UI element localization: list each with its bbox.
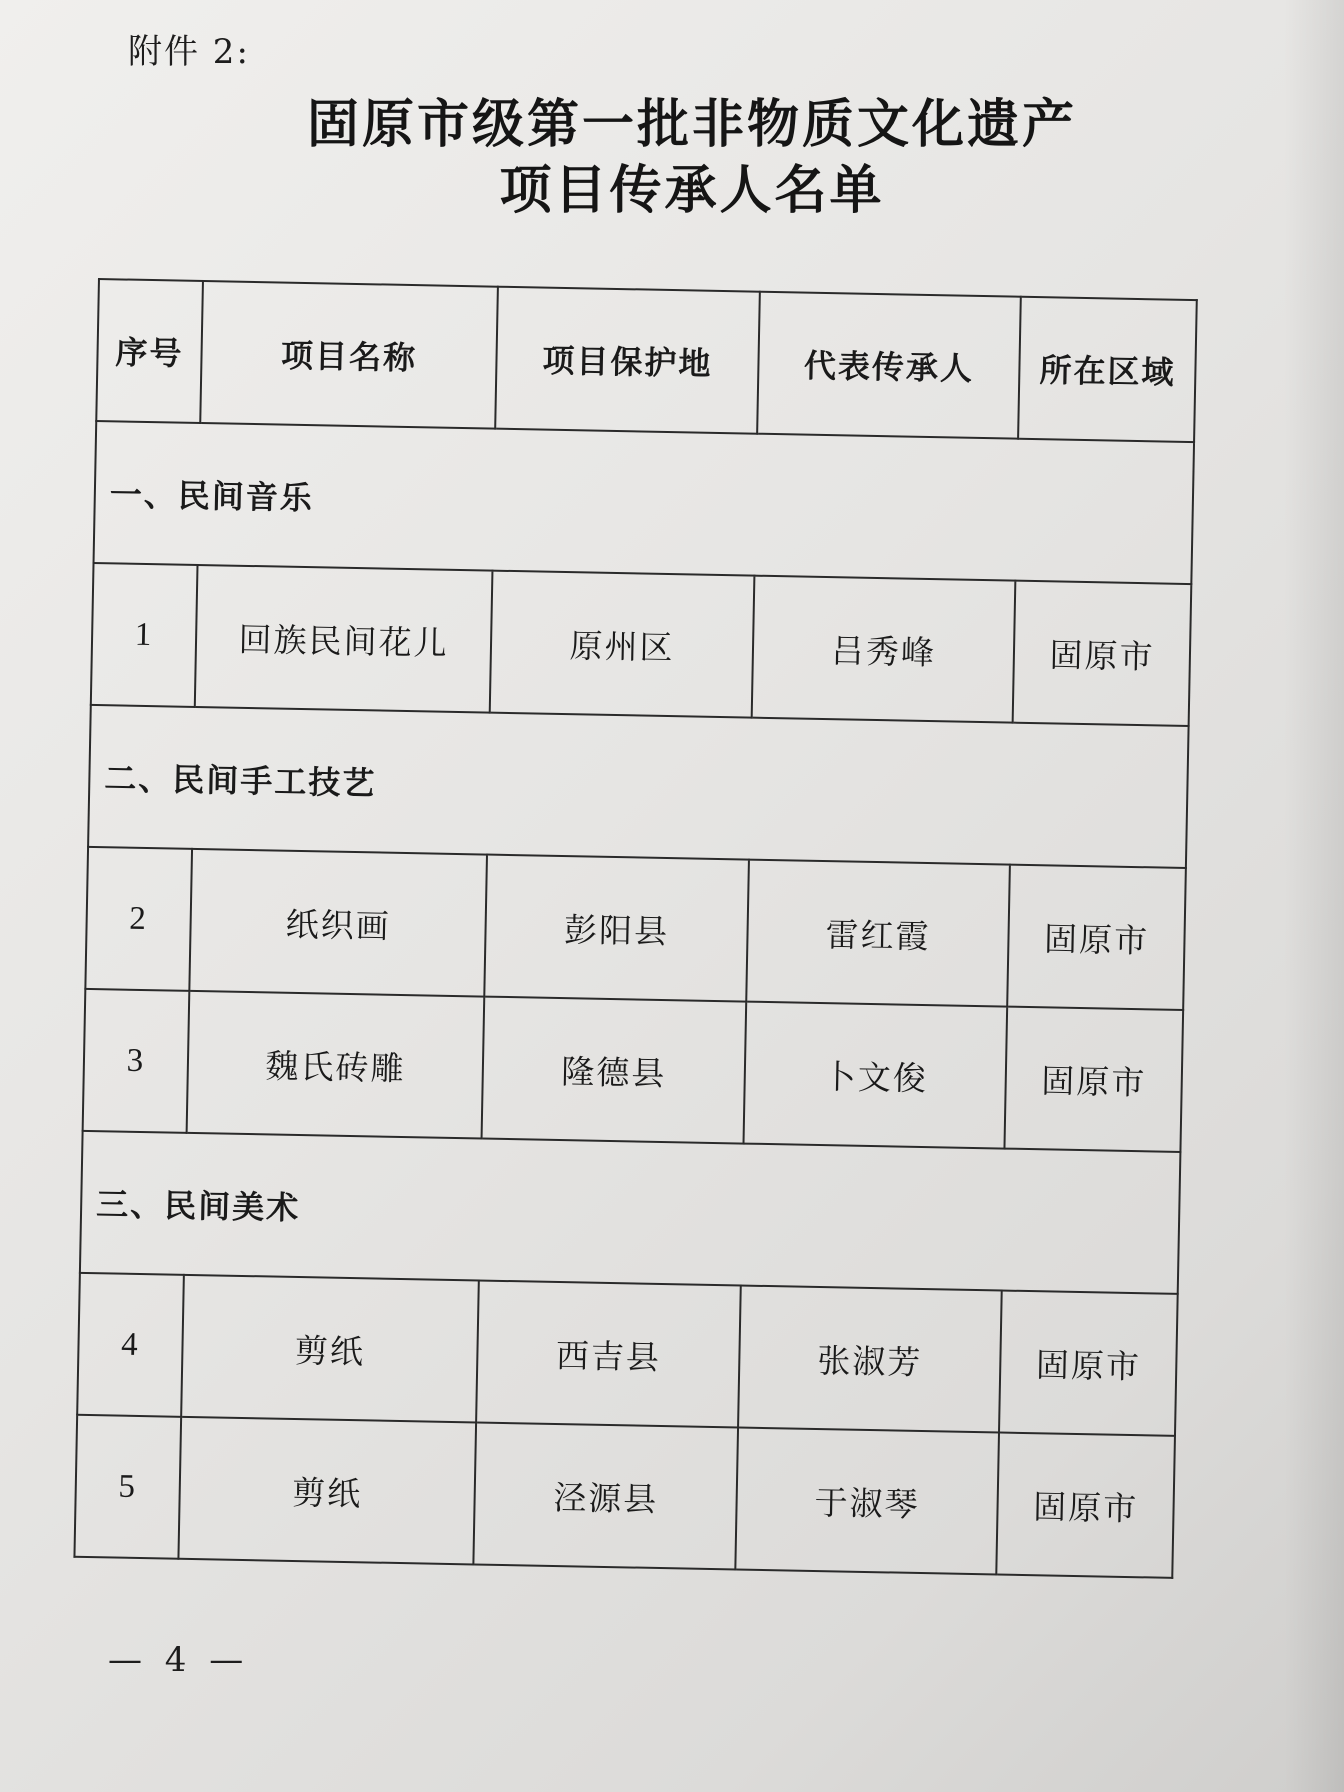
cell-protection-place: 泾源县 [474, 1422, 738, 1569]
cell-project-name: 魏氏砖雕 [186, 991, 484, 1139]
cell-region: 固原市 [1007, 865, 1185, 1010]
cell-region: 固原市 [999, 1291, 1177, 1436]
inheritor-table [73, 278, 1197, 1579]
document-title-line1: 固原市级第一批非物质文化遗产 [306, 94, 1077, 155]
cell-project-name: 回族民间花儿 [195, 565, 493, 713]
header-protection-place: 项目保护地 [495, 287, 759, 434]
section-title: 二、民间手工技艺 [88, 705, 1189, 868]
cell-protection-place: 原州区 [490, 571, 754, 718]
cell-index: 5 [74, 1415, 181, 1559]
header-inheritor: 代表传承人 [757, 292, 1021, 439]
cell-index: 4 [77, 1273, 184, 1417]
cell-protection-place: 彭阳县 [485, 855, 749, 1002]
table-header-row [96, 279, 1197, 442]
cell-project-name: 剪纸 [178, 1417, 476, 1565]
table-row [83, 989, 1184, 1152]
header-region: 所在区域 [1018, 297, 1196, 442]
cell-inheritor: 卜文俊 [743, 1002, 1007, 1149]
attachment-label: 附件 2: [128, 32, 250, 72]
table-row [74, 1415, 1175, 1578]
page-number: — 4 — [108, 1640, 250, 1680]
section-title: 一、民间音乐 [94, 421, 1195, 584]
section-row [94, 421, 1195, 584]
cell-inheritor: 于淑琴 [735, 1427, 999, 1574]
table-row [91, 563, 1192, 726]
section-title: 三、民间美术 [80, 1131, 1181, 1294]
document-title-line2: 项目传承人名单 [499, 160, 885, 221]
section-row [88, 705, 1189, 868]
cell-region: 固原市 [997, 1433, 1175, 1578]
header-project-name: 项目名称 [200, 281, 498, 429]
cell-project-name: 纸织画 [189, 849, 487, 997]
cell-inheritor: 雷红霞 [746, 860, 1010, 1007]
page-shadow [1284, 0, 1344, 1792]
cell-region: 固原市 [1013, 581, 1191, 726]
cell-project-name: 剪纸 [181, 1275, 479, 1423]
cell-index: 1 [91, 563, 198, 707]
cell-inheritor: 吕秀峰 [751, 576, 1015, 723]
table-row [77, 1273, 1178, 1436]
section-row [80, 1131, 1181, 1294]
cell-inheritor: 张淑芳 [738, 1286, 1002, 1433]
cell-protection-place: 西吉县 [476, 1281, 740, 1428]
cell-region: 固原市 [1005, 1007, 1183, 1152]
header-index: 序号 [96, 279, 203, 423]
cell-index: 3 [83, 989, 190, 1133]
table-row [85, 847, 1186, 1010]
cell-index: 2 [85, 847, 192, 991]
cell-protection-place: 隆德县 [482, 997, 746, 1144]
